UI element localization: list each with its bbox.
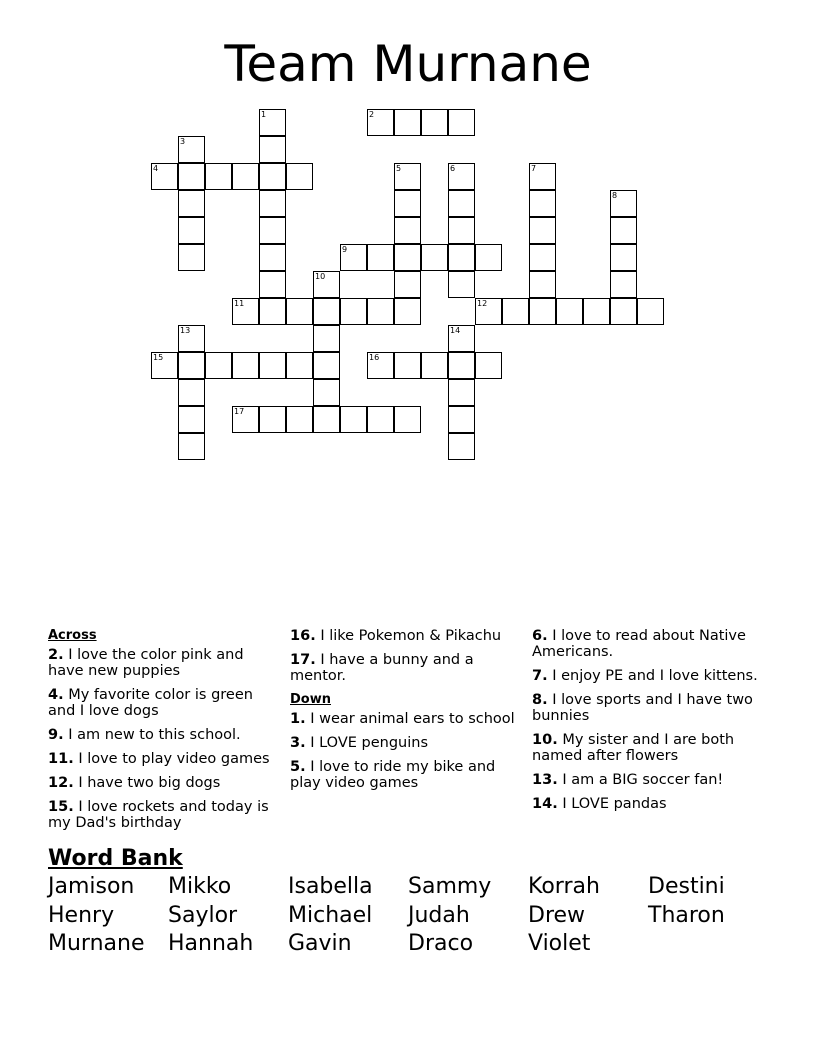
clue-number: 12	[477, 299, 488, 308]
clue-number: 10	[315, 272, 326, 281]
crossword-cell[interactable]	[448, 352, 475, 379]
crossword-cell[interactable]	[259, 352, 286, 379]
clue-number: 8	[612, 191, 618, 200]
crossword-cell[interactable]	[313, 406, 340, 433]
clue-across-16: 16. I like Pokemon & Pikachu	[290, 628, 502, 644]
clue-down-3: 3. I LOVE penguins	[290, 735, 428, 751]
clue-across-4: 4. My favorite color is green and I love dogs	[48, 687, 253, 719]
crossword-cell[interactable]	[313, 325, 340, 352]
crossword-cell[interactable]	[367, 352, 394, 379]
word-bank-word: Mikko	[168, 874, 232, 899]
crossword-cell[interactable]	[259, 217, 286, 244]
crossword-cell[interactable]	[421, 352, 448, 379]
crossword-cell[interactable]	[178, 190, 205, 217]
clue-number: 4	[153, 164, 159, 173]
crossword-cell[interactable]	[529, 190, 556, 217]
word-bank-word: Draco	[408, 931, 474, 956]
crossword-cell[interactable]	[529, 298, 556, 325]
crossword-cell[interactable]	[502, 298, 529, 325]
crossword-cell[interactable]	[367, 298, 394, 325]
clue-down-10: 10. My sister and I are both named after flowers	[532, 732, 735, 764]
word-bank-title: Word Bank	[48, 846, 183, 871]
crossword-cell[interactable]	[448, 109, 475, 136]
crossword-cell[interactable]	[259, 271, 286, 298]
crossword-cell[interactable]	[178, 379, 205, 406]
clue-column-3	[532, 628, 768, 820]
crossword-cell[interactable]	[151, 163, 178, 190]
word-bank-word: Saylor	[168, 903, 238, 928]
down-heading: Down	[290, 692, 331, 707]
crossword-cell[interactable]	[394, 406, 421, 433]
crossword-cell[interactable]	[178, 217, 205, 244]
clue-across-9: 9. I am new to this school.	[48, 727, 241, 743]
clue-down-7: 7. I enjoy PE and I love kittens.	[532, 668, 758, 684]
crossword-cell[interactable]	[313, 379, 340, 406]
crossword-cell[interactable]	[448, 163, 475, 190]
clue-number: 15	[153, 353, 164, 362]
clue-number: 13	[180, 326, 191, 335]
crossword-cell[interactable]	[178, 244, 205, 271]
crossword-cell[interactable]	[529, 217, 556, 244]
crossword-cell[interactable]	[529, 163, 556, 190]
clue-column-2	[290, 628, 518, 799]
crossword-cell[interactable]	[394, 271, 421, 298]
crossword-cell[interactable]	[610, 190, 637, 217]
across-heading: Across	[48, 628, 97, 643]
crossword-cell[interactable]	[610, 271, 637, 298]
word-bank-word: Destini	[648, 874, 725, 899]
crossword-cell[interactable]	[529, 244, 556, 271]
crossword-cell[interactable]	[286, 298, 313, 325]
crossword-grid	[0, 0, 816, 470]
clue-column-1	[48, 628, 280, 839]
crossword-cell[interactable]	[394, 109, 421, 136]
crossword-cell[interactable]	[421, 109, 448, 136]
crossword-cell[interactable]	[286, 406, 313, 433]
page-title: Team Murnane	[224, 35, 592, 93]
word-bank-word: Murnane	[48, 931, 145, 956]
crossword-cell[interactable]	[394, 352, 421, 379]
clue-number: 2	[369, 110, 375, 119]
crossword-cell[interactable]	[232, 163, 259, 190]
crossword-cell[interactable]	[448, 190, 475, 217]
clue-down-14: 14. I LOVE pandas	[532, 796, 667, 812]
crossword-cell[interactable]	[475, 352, 502, 379]
crossword-cell[interactable]	[448, 379, 475, 406]
crossword-cell[interactable]	[286, 163, 313, 190]
crossword-cell[interactable]	[259, 136, 286, 163]
word-bank-word: Isabella	[288, 874, 373, 899]
crossword-cell[interactable]	[259, 406, 286, 433]
crossword-cell[interactable]	[367, 109, 394, 136]
clue-down-8: 8. I love sports and I have two bunnies	[532, 692, 753, 724]
clue-down-1: 1. I wear animal ears to school	[290, 711, 515, 727]
crossword-cell[interactable]	[421, 244, 448, 271]
crossword-cell[interactable]	[394, 244, 421, 271]
crossword-cell[interactable]	[367, 406, 394, 433]
word-bank-word: Henry	[48, 903, 115, 928]
crossword-cell[interactable]	[637, 298, 664, 325]
word-bank-word: Korrah	[528, 874, 600, 899]
crossword-cell[interactable]	[448, 406, 475, 433]
word-bank-word: Violet	[528, 931, 591, 956]
crossword-cell[interactable]	[259, 109, 286, 136]
crossword-cell[interactable]	[178, 433, 205, 460]
crossword-cell[interactable]	[178, 406, 205, 433]
clue-number: 9	[342, 245, 348, 254]
crossword-cell[interactable]	[259, 163, 286, 190]
clue-across-2: 2. I love the color pink and have new puppies	[48, 647, 244, 679]
clue-number: 17	[234, 407, 245, 416]
word-bank-word: Jamison	[48, 874, 135, 899]
word-bank-word: Judah	[408, 903, 470, 928]
crossword-cell[interactable]	[394, 217, 421, 244]
clue-down-5: 5. I love to ride my bike and play video games	[290, 759, 496, 791]
crossword-cell[interactable]	[313, 352, 340, 379]
crossword-cell[interactable]	[610, 217, 637, 244]
crossword-cell[interactable]	[448, 271, 475, 298]
clue-number: 1	[261, 110, 267, 119]
clue-number: 14	[450, 326, 461, 335]
crossword-cell[interactable]	[205, 352, 232, 379]
word-bank-word: Sammy	[408, 874, 492, 899]
crossword-cell[interactable]	[259, 244, 286, 271]
word-bank-word: Hannah	[168, 931, 254, 956]
crossword-cell[interactable]	[448, 217, 475, 244]
crossword-cell[interactable]	[367, 244, 394, 271]
crossword-cell[interactable]	[178, 163, 205, 190]
crossword-cell[interactable]	[394, 163, 421, 190]
crossword-cell[interactable]	[448, 244, 475, 271]
crossword-cell[interactable]	[259, 298, 286, 325]
crossword-cell[interactable]	[232, 352, 259, 379]
clue-across-11: 11. I love to play video games	[48, 751, 270, 767]
crossword-cell[interactable]	[475, 298, 502, 325]
clue-across-17: 17. I have a bunny and a mentor.	[290, 652, 474, 684]
clue-down-6: 6. I love to read about Native Americans.	[532, 628, 746, 660]
crossword-cell[interactable]	[178, 325, 205, 352]
crossword-cell[interactable]	[610, 244, 637, 271]
word-bank-word: Michael	[288, 903, 373, 928]
crossword-cell[interactable]	[205, 163, 232, 190]
clue-number: 5	[396, 164, 402, 173]
crossword-cell[interactable]	[313, 298, 340, 325]
crossword-cell[interactable]	[313, 271, 340, 298]
crossword-cell[interactable]	[340, 298, 367, 325]
crossword-cell[interactable]	[583, 298, 610, 325]
clue-number: 7	[531, 164, 537, 173]
clue-number: 11	[234, 299, 245, 308]
clue-across-12: 12. I have two big dogs	[48, 775, 221, 791]
clue-down-13: 13. I am a BIG soccer fan!	[532, 772, 724, 788]
clue-across-15: 15. I love rockets and today is my Dad's birthday	[48, 799, 269, 831]
clue-number: 3	[180, 137, 186, 146]
crossword-cell[interactable]	[610, 298, 637, 325]
clue-number: 16	[369, 353, 380, 362]
crossword-cell[interactable]	[448, 433, 475, 460]
crossword-cell[interactable]	[232, 298, 259, 325]
word-bank-word: Drew	[528, 903, 586, 928]
clue-number: 6	[450, 164, 456, 173]
crossword-cell[interactable]	[475, 244, 502, 271]
crossword-cell[interactable]	[394, 298, 421, 325]
crossword-cell[interactable]	[178, 136, 205, 163]
crossword-cell[interactable]	[232, 406, 259, 433]
crossword-cell[interactable]	[151, 352, 178, 379]
crossword-cell[interactable]	[448, 325, 475, 352]
crossword-cell[interactable]	[529, 271, 556, 298]
crossword-cell[interactable]	[259, 190, 286, 217]
word-bank-word: Tharon	[648, 903, 725, 928]
crossword-cell[interactable]	[394, 190, 421, 217]
crossword-cell[interactable]	[286, 352, 313, 379]
crossword-cell[interactable]	[178, 352, 205, 379]
crossword-cell[interactable]	[340, 244, 367, 271]
crossword-cell[interactable]	[556, 298, 583, 325]
crossword-cell[interactable]	[340, 406, 367, 433]
word-bank-word: Gavin	[288, 931, 352, 956]
